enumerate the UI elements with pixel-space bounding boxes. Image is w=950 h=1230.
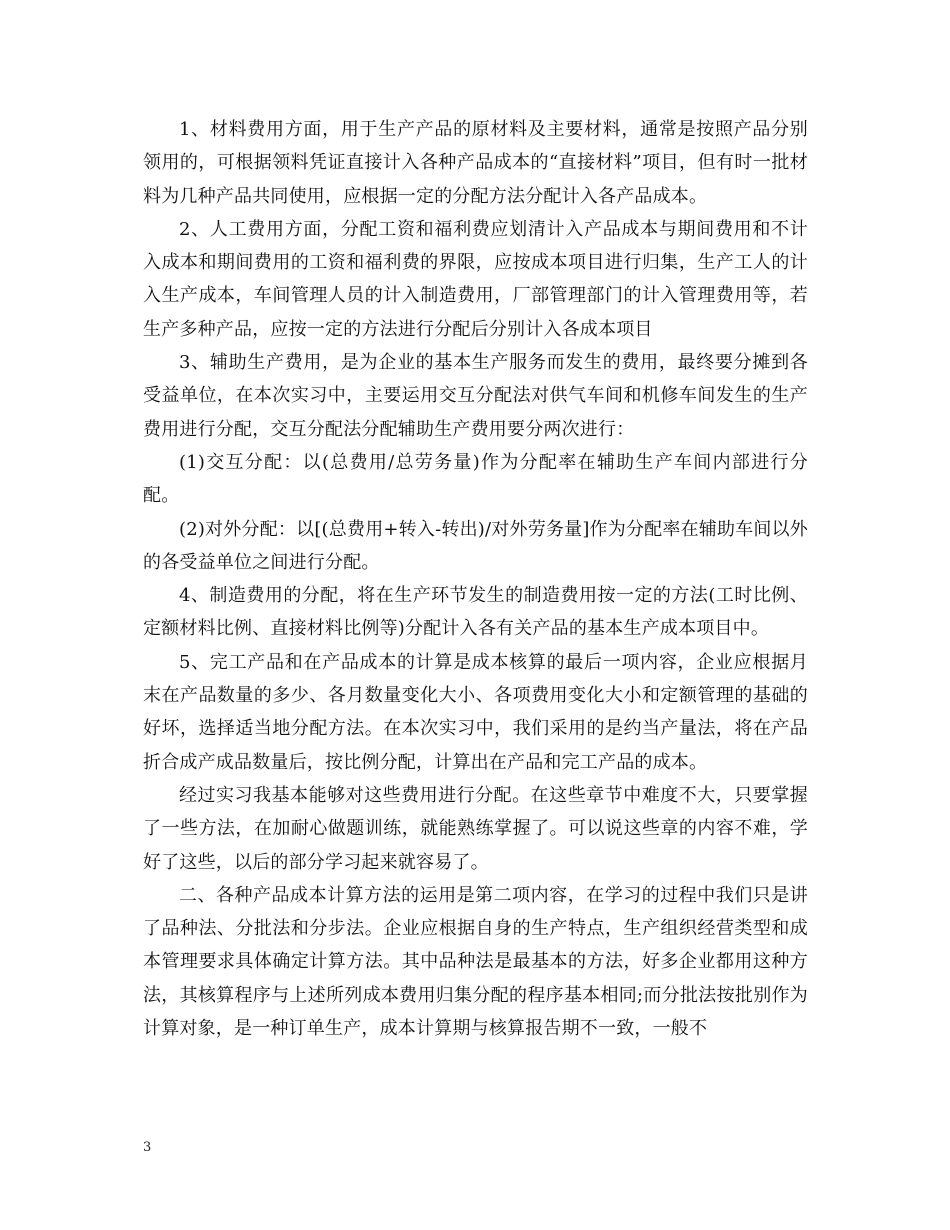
paragraph-manufacturing-overhead: 4、制造费用的分配，将在生产环节发生的制造费用按一定的方法(工时比例、定额材料比例、直接材料比例等)分配计入各有关产品的基本生产成本项目中。: [143, 585, 808, 640]
paragraph-external-allocation: (2)对外分配：以[(总费用+转入-转出)/对外劳务量]作为分配率在辅助车间以外的各受益单位之间进行分配。: [143, 518, 808, 573]
paragraph-finished-products: 5、完工产品和在产品成本的计算是成本核算的最后一项内容，企业应根据月末在产品数量的多少、各月数量变化大小、各项费用变化大小和定额管理的基础的好坏，选择适当地分配方法。在本次实习中，我们采用的是约当产量法，将在产品折合成产成品数量后，按比例分配，计算出在产品和完工产品的成本。: [143, 651, 808, 773]
document-body: [143, 113, 808, 1045]
paragraph-costing-methods: 二、各种产品成本计算方法的运用是第二项内容，在学习的过程中我们只是讲了品种法、分批法和分步法。企业应根据自身的生产特点，生产组织经营类型和成本管理要求具体确定计算方法。其中品种法是最基本的方法，好多企业都用这种方法，其核算程序与上述所列成本费用归集分配的程序基本相同;而分批法按批别作为计算对象，是一种订单生产，成本计算期与核算报告期不一致，一般不: [143, 884, 808, 1040]
paragraph-material-costs: 1、材料费用方面，用于生产产品的原材料及主要材料，通常是按照产品分别领用的，可根据领料凭证直接计入各种产品成本的“直接材料”项目，但有时一批材料为几种产品共同使用，应根据一定的分配方法分配计入各产品成本。: [143, 119, 808, 207]
paragraph-auxiliary-production: 3、辅助生产费用，是为企业的基本生产服务而发生的费用，最终要分摊到各受益单位，在本次实习中，主要运用交互分配法对供气车间和机修车间发生的生产费用进行分配，交互分配法分配辅助生产费用要分两次进行：: [143, 352, 808, 440]
page-number: 3: [143, 1140, 152, 1155]
paragraph-interactive-allocation: (1)交互分配：以(总费用/总劳务量)作为分配率在辅助生产车间内部进行分配。: [143, 451, 808, 507]
paragraph-summary: 经过实习我基本能够对这些费用进行分配。在这些章节中难度不大，只要掌握了一些方法，在加耐心做题训练，就能熟练掌握了。可以说这些章的内容不难，学好了这些，以后的部分学习起来就容易了。: [143, 784, 808, 873]
paragraph-labor-costs: 2、人工费用方面，分配工资和福利费应划清计入产品成本与期间费用和不计入成本和期间费用的工资和福利费的界限，应按成本项目进行归集，生产工人的计入生产成本，车间管理人员的计入制造费用，厂部管理部门的计入管理费用等，若生产多种产品，应按一定的方法进行分配后分别计入各成本项目: [143, 218, 808, 340]
